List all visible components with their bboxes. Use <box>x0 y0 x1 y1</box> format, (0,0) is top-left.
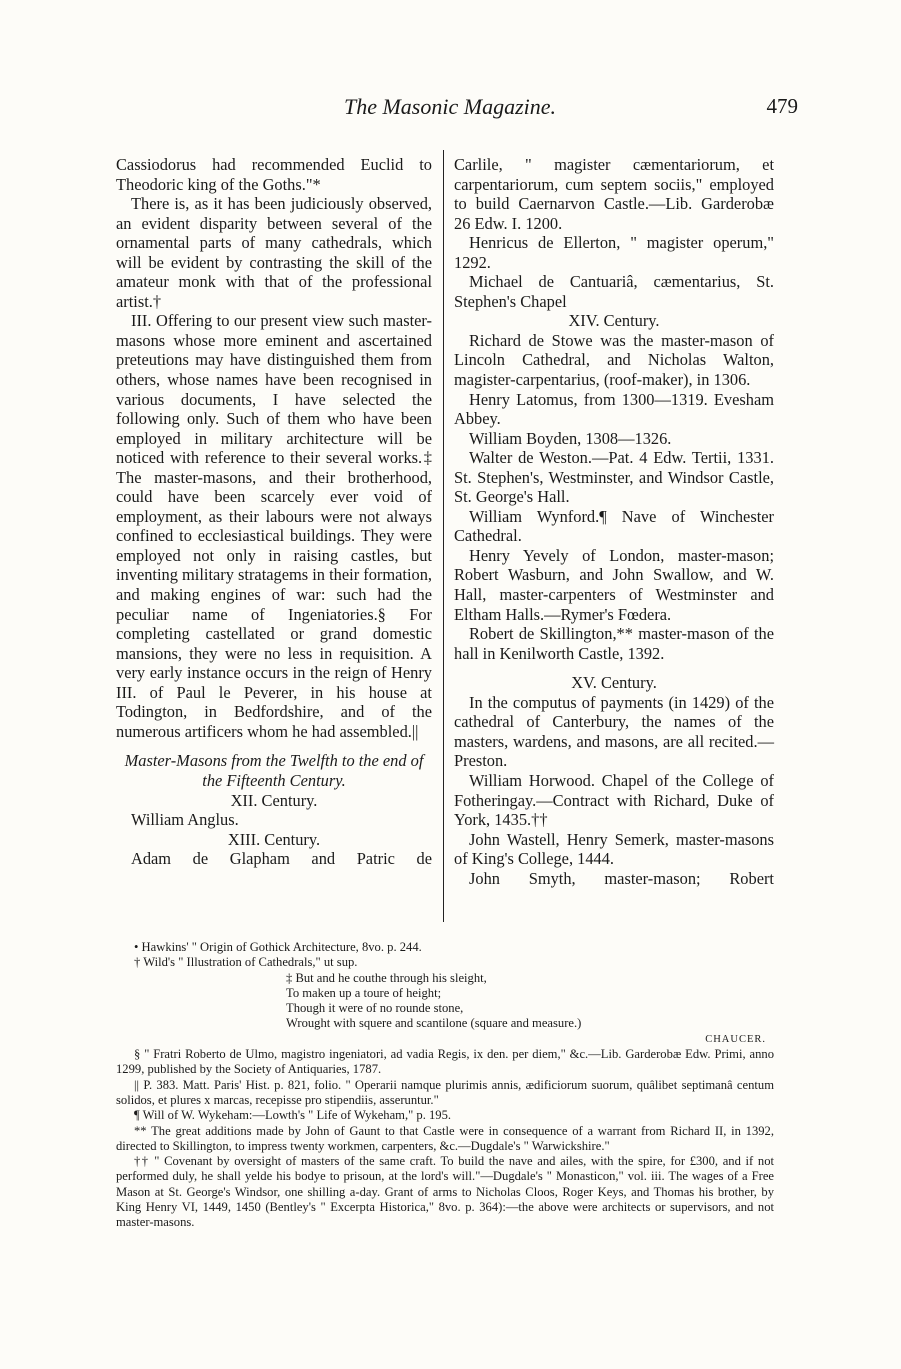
column-divider <box>443 150 444 922</box>
footnote: || P. 383. Matt. Paris' Hist. p. 821, folio. " Operarii namque plurimis annis, ædificiorum suorum, quâlibet septimanâ centum solidos, et plures x marcas, recepisse pro stipendiis, asseruntur." <box>116 1077 774 1107</box>
footnote: § " Fratri Roberto de Ulmo, magistro ingeniatori, ad vadia Regis, ix den. per diem," &c.—Lib. Garderobæ Edw. Primi, anno 1299, published by the Society of Antiquaries, 1787. <box>116 1047 774 1077</box>
running-title: The Masonic Magazine. <box>343 94 557 119</box>
poem-line: To maken up a toure of height; <box>286 985 442 1000</box>
poem-line: Wrought with squere and scantilone (square and measure.) <box>286 1016 582 1031</box>
list-item: William Boyden, 1308—1326. <box>469 428 672 448</box>
century-heading-xiii: XIII. Century. <box>227 829 321 849</box>
footnote: • Hawkins' " Origin of Gothick Architecture, 8vo. p. 244. <box>134 940 422 954</box>
list-item: Robert de Skillington,** master-mason of the hall in Kenilworth Castle, 1392. <box>454 624 774 663</box>
century-heading-xiv: XIV. Century. <box>568 311 660 331</box>
footnote: ¶ Will of W. Wykeham:—Lowth's " Life of Wykeham," p. 195. <box>134 1108 452 1123</box>
list-item: Walter de Weston.—Pat. 4 Edw. Tertii, 1331. St. Stephen's, Westminster, and Windsor Castle, St. George's Hall. <box>454 448 774 507</box>
section-heading: Master-Masons from the Twelfth to the end of the Fifteenth Century. <box>124 751 424 790</box>
footnotes <box>116 940 774 1231</box>
list-item: William Wynford.¶ Nave of Winchester Cathedral. <box>454 506 774 546</box>
footnote: ** The great additions made by John of Gaunt to that Castle were in consequence of a warrant from Richard II, in 1392, directed to Skillington, to impress twenty workmen, carpenters, &c.—Dugdale's " Warwickshire." <box>116 1123 774 1153</box>
century-heading-xii: XII. Century. <box>230 790 318 810</box>
list-item: Richard de Stowe was the master-mason of Lincoln Cathedral, and Nicholas Walton, magister-carpentarius, (roof-maker), in 1306. <box>454 330 774 390</box>
poem-line: ‡ But and he couthe through his sleight, <box>286 970 487 985</box>
list-item: In the computus of payments (in 1429) of the cathedral of Canterbury, the names of the masters, wardens, and masons, are all recited.—Preston. <box>454 692 774 771</box>
list-item: Henry Latomus, from 1300—1319. Evesham Abbey. <box>454 389 774 429</box>
list-item: John Smyth, master-mason; Robert <box>469 868 774 888</box>
list-item: William Horwood. Chapel of the College of Fotheringay.—Contract with Richard, Duke of York, 1435.†† <box>454 770 774 830</box>
page-number: 479 <box>766 94 798 118</box>
left-column <box>116 155 432 869</box>
list-item: William Anglus. <box>131 810 239 830</box>
paragraph: Cassiodorus had recommended Euclid to Theodoric king of the Goths."* <box>116 155 432 194</box>
list-item: Michael de Cantuariâ, cæmentarius, St. Stephen's Chapel <box>454 272 774 311</box>
paragraph: There is, as it has been judiciously observed, an evident disparity between several of the ornamental parts of many cathedrals, which will be evident by contrasting the skill of the amateur monk with that of the professional artist.† <box>116 194 432 311</box>
footnote: †† " Covenant by oversight of masters of the same craft. To build the nave and ailes, with the spire, for £300, and if not performed duly, he shall yelde his bodye to prisoun, at the lord's will."—Dugdale's " Monasticon," vol. iii. The wages of a Free Mason at St. George's Windsor, one shilling a-day. Grant of arms to Nicholas Cloos, Roger Keys, and Thomas his brother, by King Henry VI, 1449, 1450 (Bentley's " Excerpta Historica," 8vo. p. 364):—the above were architects or supervisors, and not master-masons. <box>116 1154 774 1230</box>
paragraph: Carlile, " magister cæmentariorum, et carpentariorum, cum septem sociis," employed to build Caernarvon Castle.—Lib. Garderobæ 26 Edw. I. 1200. <box>454 155 774 233</box>
list-item: John Wastell, Henry Semerk, master-masons of King's College, 1444. <box>454 829 774 869</box>
poem-line: Though it were of no rounde stone, <box>286 1001 464 1016</box>
footnote-poem <box>286 971 774 1032</box>
footnote: † Wild's " Illustration of Cathedrals," ut sup. <box>134 955 358 970</box>
paragraph: III. Offering to our present view such master-masons whose more eminent and ascertained preteutions may have distinguished them from others, whose names have been recognised in various documents, I have selected the following only. Such of them who have been employed in military architecture will be noticed with reference to their several works.‡ The master-masons, and their brotherhood, could have been scarcely ever void of employment, as their labours were not always confined to ecclesiastical buildings. They were employed not only in raising castles, but inventing military stratagems in their formation, and making engines of war: such had the peculiar name of Ingeniatories.§ For completing castellated or grand domestic mansions, they were no less in requisition. A very early instance occurs in the reign of Henry III. of Paul le Peverer, in his house at Todington, in Bedfordshire, and of the numerous artificers whom he had assembled.|| <box>116 311 432 741</box>
list-item: Henry Yevely of London, master-mason; Robert Wasburn, and John Swallow, and W. Hall, master-carpenters of Westminster and Eltham Halls.—Rymer's Fœdera. <box>454 545 774 624</box>
right-column <box>454 155 774 888</box>
century-heading-xv: XV. Century. <box>571 673 657 693</box>
poem-author: CHAUCER. <box>705 1033 766 1045</box>
list-item: Henricus de Ellerton, " magister operum," 1292. <box>454 233 774 272</box>
page-header <box>0 94 901 130</box>
list-item: Adam de Glapham and Patric de <box>131 849 432 869</box>
